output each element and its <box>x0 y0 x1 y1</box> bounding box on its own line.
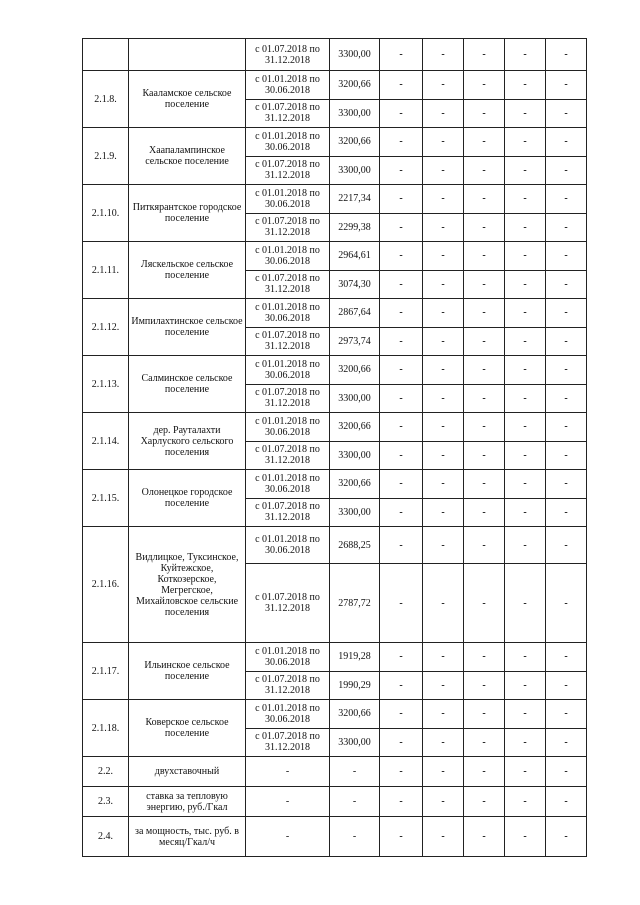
empty-value-dash: - <box>423 728 464 757</box>
tariff-value: 3300,00 <box>330 728 380 757</box>
empty-value-dash: - <box>546 128 587 157</box>
empty-value-dash: - <box>423 327 464 356</box>
empty-value-dash: - <box>464 99 505 128</box>
table-row <box>83 527 587 564</box>
empty-value-dash: - <box>464 643 505 672</box>
empty-value-dash: - <box>505 564 546 643</box>
empty-value-dash: - <box>380 470 423 499</box>
empty-value-dash: - <box>423 413 464 442</box>
settlement-name <box>129 39 246 71</box>
settlement-name: Питкярантское городское поселение <box>129 185 246 242</box>
tariff-value: 2787,72 <box>330 564 380 643</box>
tariff-table <box>82 38 587 857</box>
period-cell: с 01.07.2018 по 31.12.2018 <box>246 156 330 185</box>
settlement-name: за мощность, тыс. руб. в месяц/Гкал/ч <box>129 817 246 857</box>
empty-value-dash: - <box>423 700 464 729</box>
empty-value-dash: - <box>423 643 464 672</box>
empty-value-dash: - <box>505 441 546 470</box>
table-row <box>83 643 587 672</box>
empty-value-dash: - <box>380 213 423 242</box>
period-cell: с 01.07.2018 по 31.12.2018 <box>246 327 330 356</box>
empty-value-dash: - <box>505 270 546 299</box>
period-cell: с 01.07.2018 по 31.12.2018 <box>246 213 330 242</box>
settlement-name: Видлицкое, Туксинское, Куйтежское, Коткозерское, Мегрегское, Михайловское сельские поселения <box>129 527 246 643</box>
tariff-value: 1990,29 <box>330 671 380 700</box>
settlement-name: Ляскельское сельское поселение <box>129 242 246 299</box>
empty-value-dash: - <box>380 564 423 643</box>
tariff-table-body <box>83 39 587 857</box>
empty-value-dash: - <box>423 817 464 857</box>
row-number: 2.1.16. <box>83 527 129 643</box>
empty-value-dash: - <box>505 242 546 271</box>
empty-value-dash: - <box>423 39 464 71</box>
empty-value-dash: - <box>546 299 587 328</box>
empty-value-dash: - <box>423 71 464 100</box>
empty-value-dash: - <box>505 817 546 857</box>
empty-value-dash: - <box>464 757 505 787</box>
empty-value-dash: - <box>505 356 546 385</box>
empty-value-dash: - <box>546 270 587 299</box>
empty-value-dash: - <box>505 39 546 71</box>
empty-value-dash: - <box>380 242 423 271</box>
settlement-name: Кааламское сельское поселение <box>129 71 246 128</box>
row-number: 2.1.12. <box>83 299 129 356</box>
empty-value-dash: - <box>464 71 505 100</box>
empty-value-dash: - <box>464 527 505 564</box>
period-cell: с 01.01.2018 по 30.06.2018 <box>246 128 330 157</box>
empty-value-dash: - <box>505 757 546 787</box>
empty-value-dash: - <box>423 299 464 328</box>
empty-value-dash: - <box>423 527 464 564</box>
empty-value-dash: - <box>505 299 546 328</box>
table-row <box>83 185 587 214</box>
tariff-value: 2688,25 <box>330 527 380 564</box>
empty-value-dash: - <box>505 71 546 100</box>
table-row <box>83 356 587 385</box>
period-cell: с 01.07.2018 по 31.12.2018 <box>246 564 330 643</box>
empty-value-dash: - <box>380 99 423 128</box>
empty-value-dash: - <box>546 384 587 413</box>
empty-value-dash: - <box>546 99 587 128</box>
empty-value-dash: - <box>546 185 587 214</box>
empty-value-dash: - <box>546 327 587 356</box>
empty-value-dash: - <box>546 156 587 185</box>
row-number: 2.4. <box>83 817 129 857</box>
period-cell: с 01.01.2018 по 30.06.2018 <box>246 242 330 271</box>
period-cell: с 01.01.2018 по 30.06.2018 <box>246 470 330 499</box>
empty-value-dash: - <box>380 384 423 413</box>
settlement-name: дер. Рауталахти Харлуского сельского поселения <box>129 413 246 470</box>
empty-value-dash: - <box>546 671 587 700</box>
empty-value-dash: - <box>423 128 464 157</box>
empty-value-dash: - <box>380 327 423 356</box>
empty-value-dash: - <box>380 356 423 385</box>
period-cell: с 01.07.2018 по 31.12.2018 <box>246 39 330 71</box>
empty-value-dash: - <box>380 643 423 672</box>
empty-value-dash: - <box>464 39 505 71</box>
empty-value-dash: - <box>505 498 546 527</box>
row-number: 2.1.17. <box>83 643 129 700</box>
table-row <box>83 787 587 817</box>
period-cell: с 01.07.2018 по 31.12.2018 <box>246 498 330 527</box>
empty-value-dash: - <box>464 671 505 700</box>
settlement-name: Импилахтинское сельское поселение <box>129 299 246 356</box>
empty-value-dash: - <box>546 700 587 729</box>
period-cell: с 01.07.2018 по 31.12.2018 <box>246 99 330 128</box>
empty-value-dash: - <box>505 470 546 499</box>
table-row <box>83 39 587 71</box>
table-row <box>83 757 587 787</box>
tariff-value: 3074,30 <box>330 270 380 299</box>
tariff-value: 3200,66 <box>330 470 380 499</box>
empty-value-dash: - <box>380 757 423 787</box>
empty-value-dash: - <box>546 441 587 470</box>
period-cell: с 01.01.2018 по 30.06.2018 <box>246 700 330 729</box>
empty-value-dash: - <box>380 39 423 71</box>
settlement-name: Салминское сельское поселение <box>129 356 246 413</box>
table-row <box>83 700 587 729</box>
tariff-value: 1919,28 <box>330 643 380 672</box>
table-row <box>83 817 587 857</box>
empty-value-dash: - <box>380 527 423 564</box>
empty-value-dash: - <box>505 185 546 214</box>
tariff-value: - <box>330 787 380 817</box>
empty-value-dash: - <box>505 700 546 729</box>
tariff-value: 3300,00 <box>330 156 380 185</box>
row-number: 2.1.9. <box>83 128 129 185</box>
empty-value-dash: - <box>380 817 423 857</box>
empty-value-dash: - <box>423 356 464 385</box>
row-number: 2.1.15. <box>83 470 129 527</box>
empty-value-dash: - <box>380 156 423 185</box>
tariff-value: 3200,66 <box>330 356 380 385</box>
empty-value-dash: - <box>505 213 546 242</box>
period-cell: с 01.01.2018 по 30.06.2018 <box>246 643 330 672</box>
row-number: 2.1.8. <box>83 71 129 128</box>
settlement-name: Ильинское сельское поселение <box>129 643 246 700</box>
tariff-value: 3300,00 <box>330 384 380 413</box>
tariff-value: 3300,00 <box>330 99 380 128</box>
row-number: 2.2. <box>83 757 129 787</box>
empty-value-dash: - <box>464 817 505 857</box>
empty-value-dash: - <box>546 356 587 385</box>
empty-value-dash: - <box>423 99 464 128</box>
table-row <box>83 71 587 100</box>
empty-value-dash: - <box>464 564 505 643</box>
empty-value-dash: - <box>464 413 505 442</box>
empty-value-dash: - <box>464 356 505 385</box>
row-number: 2.1.13. <box>83 356 129 413</box>
empty-value-dash: - <box>423 498 464 527</box>
empty-value-dash: - <box>464 384 505 413</box>
empty-value-dash: - <box>464 700 505 729</box>
period-cell: с 01.01.2018 по 30.06.2018 <box>246 185 330 214</box>
period-cell: с 01.07.2018 по 31.12.2018 <box>246 671 330 700</box>
period-cell: с 01.07.2018 по 31.12.2018 <box>246 441 330 470</box>
empty-value-dash: - <box>423 757 464 787</box>
empty-value-dash: - <box>464 787 505 817</box>
period-cell: с 01.01.2018 по 30.06.2018 <box>246 356 330 385</box>
tariff-value: 2217,34 <box>330 185 380 214</box>
empty-value-dash: - <box>380 128 423 157</box>
settlement-name: Коверское сельское поселение <box>129 700 246 757</box>
settlement-name: Олонецкое городское поселение <box>129 470 246 527</box>
empty-value-dash: - <box>380 787 423 817</box>
empty-value-dash: - <box>423 564 464 643</box>
tariff-value: 3300,00 <box>330 498 380 527</box>
empty-value-dash: - <box>423 156 464 185</box>
tariff-value: - <box>330 757 380 787</box>
empty-value-dash: - <box>423 671 464 700</box>
empty-value-dash: - <box>464 185 505 214</box>
tariff-value: 3300,00 <box>330 441 380 470</box>
empty-value-dash: - <box>546 564 587 643</box>
empty-value-dash: - <box>423 213 464 242</box>
empty-value-dash: - <box>546 470 587 499</box>
period-cell: - <box>246 757 330 787</box>
empty-value-dash: - <box>464 498 505 527</box>
table-row <box>83 299 587 328</box>
tariff-value: 3200,66 <box>330 128 380 157</box>
empty-value-dash: - <box>464 728 505 757</box>
empty-value-dash: - <box>546 527 587 564</box>
empty-value-dash: - <box>546 39 587 71</box>
empty-value-dash: - <box>505 728 546 757</box>
empty-value-dash: - <box>505 384 546 413</box>
empty-value-dash: - <box>464 156 505 185</box>
empty-value-dash: - <box>505 671 546 700</box>
tariff-value: 3200,66 <box>330 413 380 442</box>
empty-value-dash: - <box>380 700 423 729</box>
empty-value-dash: - <box>464 327 505 356</box>
empty-value-dash: - <box>380 299 423 328</box>
period-cell: с 01.01.2018 по 30.06.2018 <box>246 71 330 100</box>
empty-value-dash: - <box>464 299 505 328</box>
empty-value-dash: - <box>423 787 464 817</box>
empty-value-dash: - <box>423 270 464 299</box>
empty-value-dash: - <box>423 242 464 271</box>
empty-value-dash: - <box>546 498 587 527</box>
table-row <box>83 470 587 499</box>
empty-value-dash: - <box>423 384 464 413</box>
tariff-value: 2867,64 <box>330 299 380 328</box>
empty-value-dash: - <box>464 128 505 157</box>
empty-value-dash: - <box>464 270 505 299</box>
tariff-value: 2299,38 <box>330 213 380 242</box>
period-cell: с 01.01.2018 по 30.06.2018 <box>246 413 330 442</box>
settlement-name: двухставочный <box>129 757 246 787</box>
settlement-name: Хаапалампинское сельское поселение <box>129 128 246 185</box>
empty-value-dash: - <box>464 213 505 242</box>
table-row <box>83 242 587 271</box>
period-cell: с 01.07.2018 по 31.12.2018 <box>246 384 330 413</box>
empty-value-dash: - <box>546 787 587 817</box>
empty-value-dash: - <box>546 757 587 787</box>
tariff-value: - <box>330 817 380 857</box>
tariff-value: 2973,74 <box>330 327 380 356</box>
empty-value-dash: - <box>464 470 505 499</box>
empty-value-dash: - <box>546 242 587 271</box>
empty-value-dash: - <box>505 527 546 564</box>
tariff-value: 3200,66 <box>330 71 380 100</box>
empty-value-dash: - <box>380 671 423 700</box>
empty-value-dash: - <box>380 270 423 299</box>
empty-value-dash: - <box>380 413 423 442</box>
empty-value-dash: - <box>546 413 587 442</box>
table-row <box>83 413 587 442</box>
period-cell: с 01.01.2018 по 30.06.2018 <box>246 527 330 564</box>
empty-value-dash: - <box>505 643 546 672</box>
period-cell: с 01.07.2018 по 31.12.2018 <box>246 270 330 299</box>
empty-value-dash: - <box>505 156 546 185</box>
empty-value-dash: - <box>380 441 423 470</box>
empty-value-dash: - <box>505 327 546 356</box>
empty-value-dash: - <box>505 128 546 157</box>
empty-value-dash: - <box>464 242 505 271</box>
empty-value-dash: - <box>546 728 587 757</box>
empty-value-dash: - <box>546 643 587 672</box>
period-cell: с 01.01.2018 по 30.06.2018 <box>246 299 330 328</box>
empty-value-dash: - <box>464 441 505 470</box>
period-cell: - <box>246 817 330 857</box>
settlement-name: ставка за тепловую энергию, руб./Гкал <box>129 787 246 817</box>
row-number: 2.1.11. <box>83 242 129 299</box>
empty-value-dash: - <box>380 498 423 527</box>
empty-value-dash: - <box>423 470 464 499</box>
row-number <box>83 39 129 71</box>
empty-value-dash: - <box>505 787 546 817</box>
empty-value-dash: - <box>423 185 464 214</box>
empty-value-dash: - <box>380 728 423 757</box>
tariff-value: 3200,66 <box>330 700 380 729</box>
row-number: 2.3. <box>83 787 129 817</box>
empty-value-dash: - <box>505 413 546 442</box>
row-number: 2.1.18. <box>83 700 129 757</box>
empty-value-dash: - <box>505 99 546 128</box>
empty-value-dash: - <box>546 213 587 242</box>
row-number: 2.1.10. <box>83 185 129 242</box>
empty-value-dash: - <box>546 71 587 100</box>
tariff-value: 2964,61 <box>330 242 380 271</box>
empty-value-dash: - <box>380 185 423 214</box>
table-row <box>83 128 587 157</box>
period-cell: - <box>246 787 330 817</box>
tariff-value: 3300,00 <box>330 39 380 71</box>
empty-value-dash: - <box>380 71 423 100</box>
empty-value-dash: - <box>423 441 464 470</box>
period-cell: с 01.07.2018 по 31.12.2018 <box>246 728 330 757</box>
row-number: 2.1.14. <box>83 413 129 470</box>
empty-value-dash: - <box>546 817 587 857</box>
